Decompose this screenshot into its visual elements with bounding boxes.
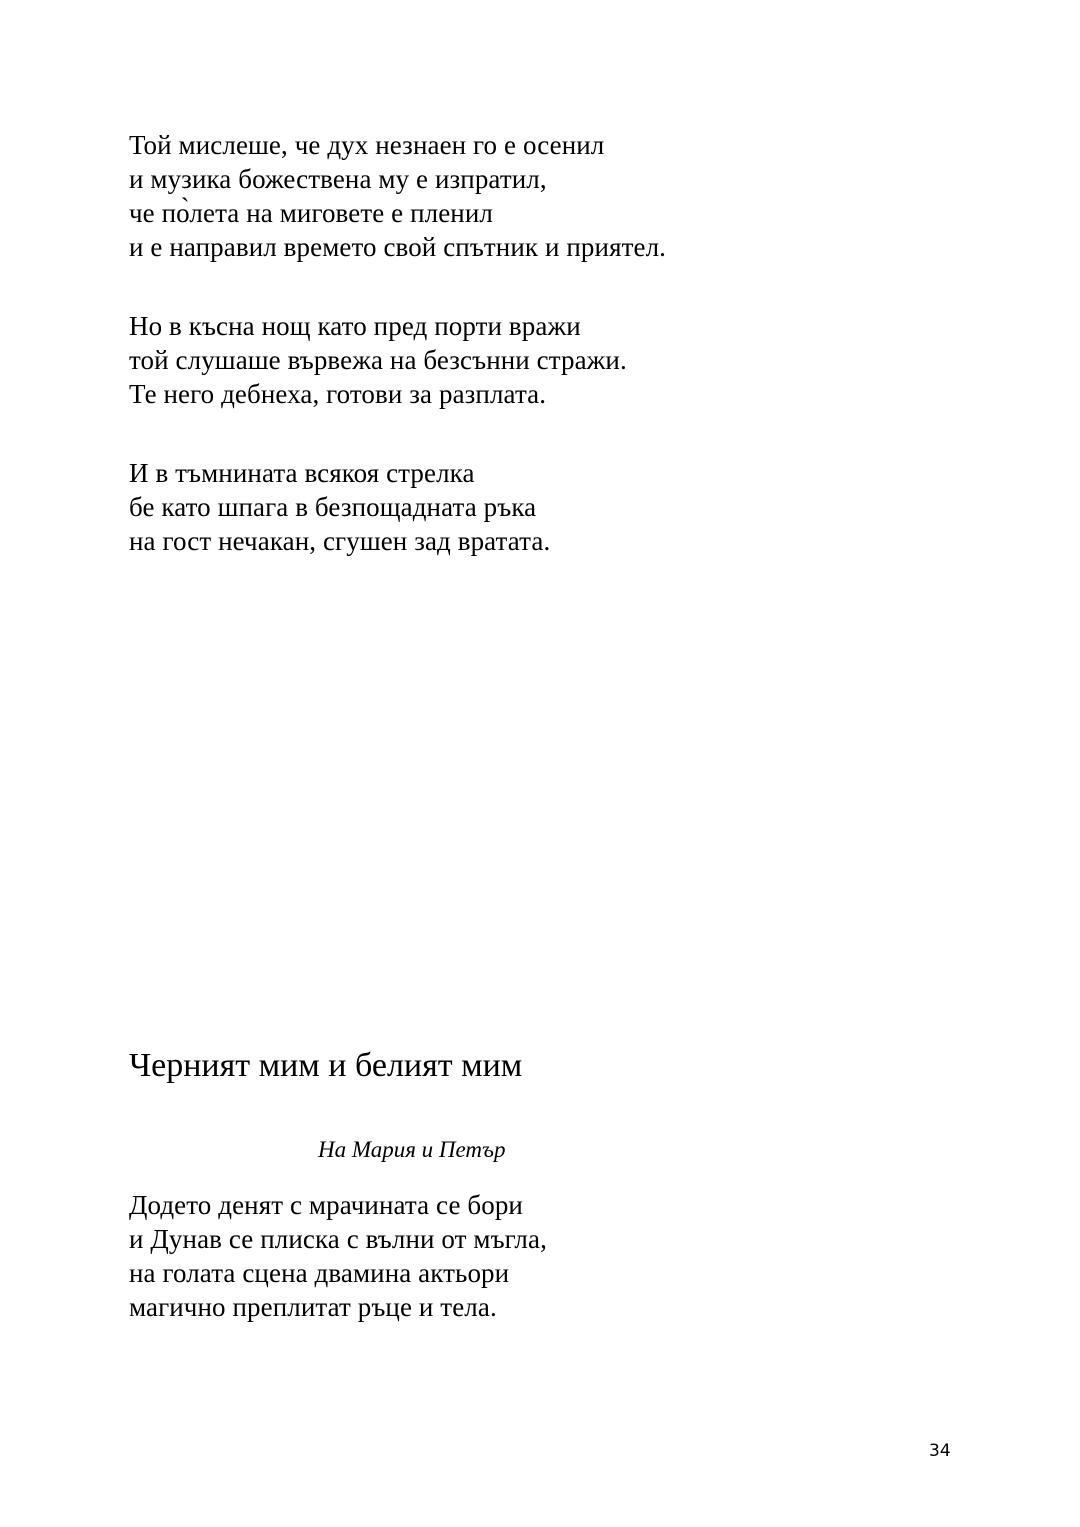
poem-line: Но в късна нощ като пред порти вражи <box>129 311 581 341</box>
poem-line: и музика божествена му е изпратил, <box>129 164 547 194</box>
poem-stanza <box>129 128 666 264</box>
poem-line: той слушаше вървежа на безсънни стражи. <box>129 345 627 375</box>
poem-stanza <box>129 1188 547 1324</box>
poem-line: Той мислеше, че дух незнаен го е осенил <box>129 130 605 160</box>
poem-line: Те него дебнеха, готови за разплата. <box>129 379 547 409</box>
poem-stanza <box>129 309 627 411</box>
poem-line: че по̀лета на миговете е пленил <box>129 198 493 228</box>
poem-title: Черният мим и белият мим <box>129 1047 523 1084</box>
poem-line: бе като шпага в безпощадната ръка <box>129 492 537 522</box>
poem-line: на голата сцена двамина актьори <box>129 1258 510 1288</box>
poem-line: и Дунав се плиска с вълни от мъгла, <box>129 1224 547 1254</box>
page-number: 34 <box>929 1441 951 1461</box>
poem-dedication: На Мария и Петър <box>318 1137 506 1162</box>
poem-stanza <box>129 456 550 558</box>
poem-line: и е направил времето свой спътник и приятел. <box>129 232 666 262</box>
poem-line: на гост нечакан, сгушен зад вратата. <box>129 526 551 556</box>
poem-line: магично преплитат ръце и тела. <box>129 1292 497 1322</box>
poem-line: И в тъмнината всякоя стрелка <box>129 458 475 488</box>
poem-line: Додето денят с мрачината се бори <box>129 1190 523 1220</box>
